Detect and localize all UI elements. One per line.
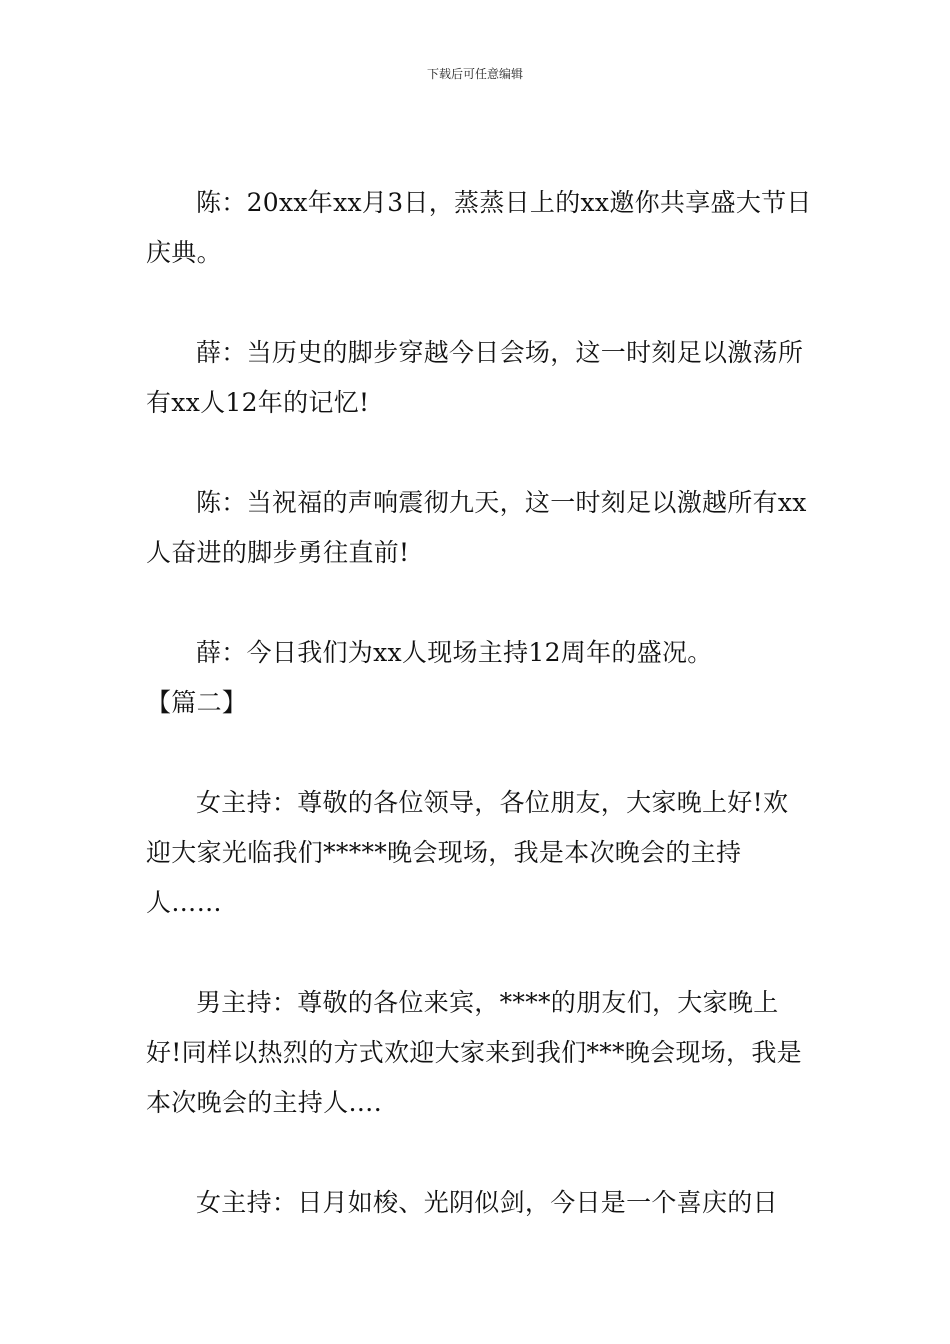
paragraph: 男主持：尊敬的各位来宾，****的朋友们，大家晚上好!同样以热烈的方式欢迎大家来到我们***晚会现场，我是本次晚会的主持人…. [146, 988, 802, 1117]
paragraph: 陈：20xx年xx月3日，蒸蒸日上的xx邀你共享盛大节日庆典。 [146, 188, 812, 267]
paragraph: 薛：当历史的脚步穿越今日会场，这一时刻足以激荡所有xx人12年的记忆! [146, 338, 804, 417]
paragraph: 陈：当祝福的声响震彻九天，这一时刻足以激越所有xx人奋进的脚步勇往直前! [146, 488, 807, 567]
section-heading: 【篇二】 [146, 688, 248, 717]
page-header [0, 66, 950, 82]
paragraph: 女主持：日月如梭、光阴似剑，今日是一个喜庆的日 [196, 1188, 778, 1217]
paragraph: 女主持：尊敬的各位领导，各位朋友，大家晚上好!欢迎大家光临我们*****晚会现场，我是本次晚会的主持人…… [146, 788, 789, 917]
document-body [146, 178, 812, 1228]
paragraph: 薛：今日我们为xx人现场主持12周年的盛况。 [196, 638, 713, 667]
header-note: 下载后可任意编辑 [426, 67, 523, 81]
